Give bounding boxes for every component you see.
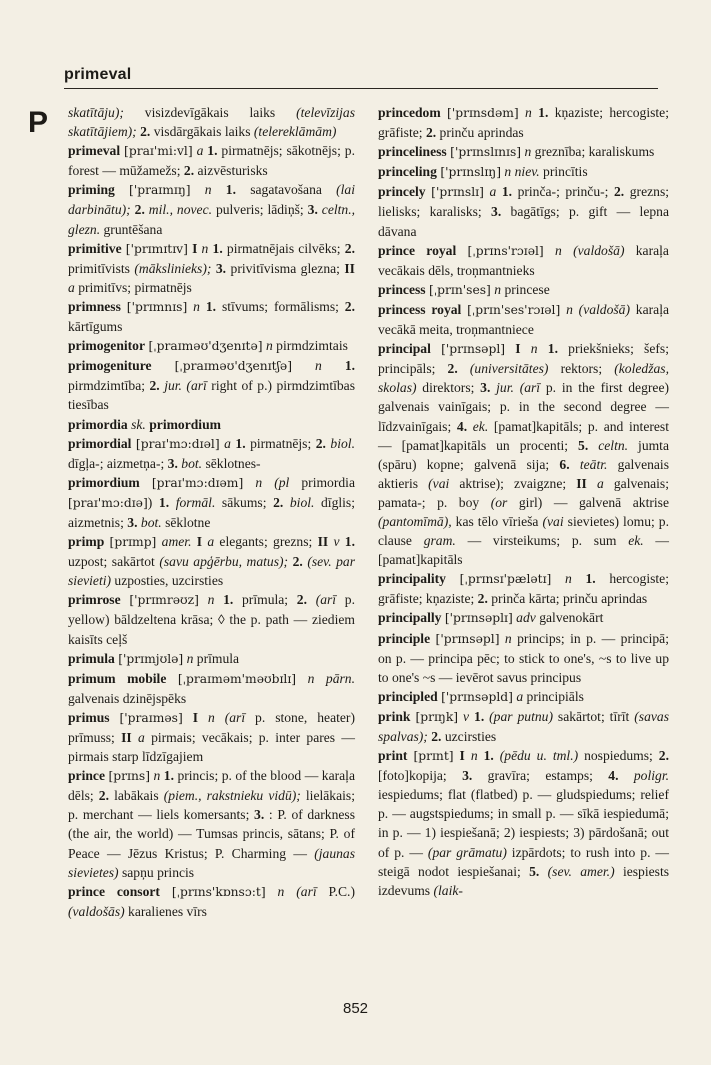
dictionary-entry: primogenitor [ˌpraɪməʊ'dʒenɪtə] n pirmdzimtais [68, 338, 348, 354]
dictionary-entry: primula ['prɪmjʊlə] n prīmula [68, 650, 240, 666]
running-head: primeval [64, 66, 132, 83]
right-column [378, 103, 669, 900]
dictionary-entry: princedom ['prɪnsdəm] n 1. kņaziste; hercogiste; grāfiste; 2. prinču aprindas [378, 105, 669, 141]
dictionary-entry: principled ['prɪnsəpld] a principiāls [378, 688, 584, 704]
dictionary-entry: prince [prɪns] n 1. princis; p. of the blood — karaļa dēls; 2. labākais (piem., rakstnieku vidū); lielākais; p. merchant — liels komersants; 3. : P. of darkness (the air, the world) — Tumsas princis, sātans; P. of Peace — Jēzus Kristus; P. Charming — (jaunas sievietes) sapņu princis [68, 768, 356, 880]
dictionary-entry: primitive ['prɪmɪtɪv] I n 1. pirmatnējais cilvēks; 2. primitīvists (mākslinieks); 3. privitīvisma glezna; II a primitīvs; pirmatnējs [68, 240, 355, 295]
header-rule [64, 88, 658, 89]
dictionary-entry: princely ['prɪnslɪ] a 1. prinča-; prinču-; 2. grezns; lielisks; karalisks; 3. bagātīgs; p. gift — lepna dāvana [378, 184, 670, 239]
dictionary-entry: primrose ['prɪmrəʊz] n 1. prīmula; 2. (arī p. yellow) bāldzeltena krāsa; ◊ the p. path — ziediem kaisīts ceļš [68, 592, 355, 647]
page-number: 852 [343, 1000, 369, 1017]
dictionary-entry: primogeniture [ˌpraɪməʊ'dʒenɪtʃə] n 1. pirmdzimtība; 2. jur. (arī right of p.) pirmdzimtības tiesības [68, 358, 356, 413]
dictionary-entry: primordial [praɪ'mɔ:dɪəl] a 1. pirmatnējs; 2. biol. dīgļa-; aizmetņa-; 3. bot. sēklotnes- [68, 435, 355, 471]
dictionary-entry: print [prɪnt] I n 1. (pēdu u. tml.) nospiedums; 2. [foto]kopija; 3. gravīra; estamps; 4. poligr. iespiedums; flat (flatbed) p. — gludspiedums; relief p. — augstspiedums; in small p. — sīkā iespiedumā; in p. — 1) iespiešanā; 2) iespiests; 3) pārdošanā; out of p. — (par grāmatu) izpārdots; to rush into p. — steigā nodot iespiešanai; 5. (sev. amer.) iespiests izdevums (laik- [378, 748, 670, 898]
dictionary-entry: prince consort [ˌprɪns'kɒnsɔ:t] n (arī P.C.) (valdošās) karalienes vīrs [68, 883, 355, 919]
dictionary-entry: princess [ˌprɪn'ses] n princese [378, 281, 550, 297]
dictionary-entry: principally ['prɪnsəplɪ] adv galvenokārt [378, 610, 604, 626]
dictionary-entry: primum mobile [ˌpraɪməm'məʊbɪlɪ] n pārn. galvenais dzinējspēks [68, 670, 355, 706]
dictionary-entry: primordia sk. primordium [68, 416, 221, 432]
dictionary-entry: priming ['praɪmɪŋ] n 1. sagatavošana (lai darbinātu); 2. mil., novec. pulveris; lādiņš; 3. celtn., glezn. gruntēšana [68, 182, 356, 237]
dictionary-entry: principal ['prɪnsəpl] I n 1. priekšnieks; šefs; principāls; 2. (universitātes) rektors; (koledžas, skolas) direktors; 3. jur. (arī p. in the first degree) galvenais vainīgais; p. in the second degree — līdzvainīgais; 4. ek. [pamat]kapitāls; p. and interest — [pamat]kapitāls un procenti; 5. celtn. jumta (spāru) kopne; galvenā sija; 6. teātr. galvenais aktieris (vai aktrise); zvaigzne; II a galvenais; pamata-; p. boy (or girl) — galvenā aktrise (pantomīmā), kas tēlo vīrieša (vai sievietes) lomu; p. clause gram. — virsteikums; p. sum ek. — [pamat]kapitāls [378, 341, 670, 568]
dictionary-entry: primordium [praɪ'mɔ:dɪəm] n (pl primordia [praɪ'mɔ:dɪə]) 1. formāl. sākums; 2. biol. dīglis; aizmetnis; 3. bot. sēklotne [68, 474, 355, 530]
section-letter: P [28, 106, 49, 139]
dictionary-entry: primus ['praɪməs] I n (arī p. stone, heater) prīmuss; II a pirmais; vecākais; p. inter pares — pirmais starp līdzīgajiem [68, 709, 355, 765]
dictionary-entry: princess royal [ˌprɪn'ses'rɔɪəl] n (valdošā) karaļa vecākā meita, troņmantniece [378, 301, 670, 338]
dictionary-entry: principality [ˌprɪnsɪ'pælətɪ] n 1. hercogiste; grāfiste; kņaziste; 2. prinča kārta; prinču aprindas [378, 571, 669, 607]
dictionary-entry: principle ['prɪnsəpl] n princips; in p. — principā; on p. — principa pēc; to stick to one's, ~s to live up to one's ~s — ievērot savus principus [378, 630, 669, 685]
dictionary-entry: princeling ['prɪnslɪŋ] n niev. princītis [378, 164, 588, 180]
dictionary-entry: primp [prɪmp] amer. I a elegants; grezns; II v 1. uzpost; sakārtot (savu apģērbu, matus); 2. (sev. par sievieti) uzposties, uzcirsties [68, 534, 356, 589]
dictionary-entry: prince royal [ˌprɪns'rɔɪəl] n (valdošā) karaļa vecākais dēls, troņmantnieks [378, 242, 669, 278]
left-column [68, 103, 355, 921]
dictionary-entry: primeval [praɪ'mi:vl] a 1. pirmatnējs; sākotnējs; p. forest — mūžamežs; 2. aizvēsturisks [68, 143, 355, 179]
dictionary-entry: princeliness ['prɪnslɪnɪs] n greznība; karaliskums [378, 144, 655, 160]
dictionary-entry: skatītāju); visizdevīgākais laiks (televīzijas skatītājiem); 2. visdārgākais laiks (telereklāmām) [68, 105, 355, 140]
dictionary-entry: primness ['prɪmnɪs] n 1. stīvums; formālisms; 2. kārtīgums [68, 298, 355, 335]
dictionary-entry: prink [prɪŋk] v 1. (par putnu) sakārtot; tīrīt (savas spalvas); 2. uzcirsties [378, 708, 669, 744]
